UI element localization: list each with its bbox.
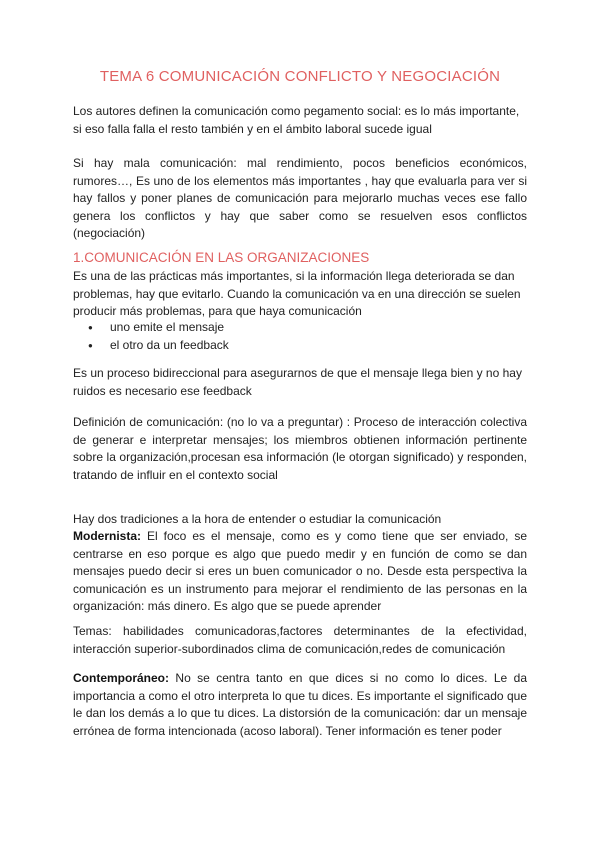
- bullet-list: [73, 319, 229, 354]
- paragraph-tradiciones: Hay dos tradiciones a la hora de entender o estudiar la comunicación: [73, 512, 442, 526]
- paragraph-contemporaneo: [73, 670, 527, 740]
- contemporaneo-label: Contemporáneo:: [73, 671, 169, 685]
- page-title: TEMA 6 COMUNICACIÓN CONFLICTO Y NEGOCIACIÓN: [99, 68, 501, 85]
- paragraph-bidireccional: Es un proceso bidireccional para asegurarnos de que el mensaje llega bien y no hay ruidos es necesario ese feedback: [73, 366, 522, 398]
- paragraph-definicion: Definición de comunicación: (no lo va a preguntar) : Proceso de interacción colectiva de generar e interpretar mensajes; los miembros obtienen información pertinente sobre la organización,procesan esa información (le otorgan significado) y responden, tratando de influir en el contexto social: [73, 415, 527, 482]
- paragraph-temas: Temas: habilidades comunicadoras,factores determinantes de la efectividad, interacción superior-subordinados clima de comunicación,redes de comunicación: [73, 624, 527, 656]
- paragraph-mala-comunicacion: Si hay mala comunicación: mal rendimiento, pocos beneficios económicos, rumores…, Es uno de los elementos más importantes , hay que evaluarla para ver si hay fallos y poner planes de comunicación para mejorarlo muchas veces ese fallo genera los conflictos y hay que saber como se resuelven esos conflictos (negociación): [73, 156, 527, 240]
- section-heading: 1.COMUNICACIÓN EN LAS ORGANIZACIONES: [73, 250, 370, 265]
- modernista-text: El foco es el mensaje, como es y como tiene que ser enviado, se centrarse en eso porque es algo que puedo medir y en función de como se dan mensajes puedo decir si eres un buen comunicador o no. Desde esta perspectiva la comunicación es un instrumento para mejorar el rendimiento de las personas en la organización: más dinero. Es algo que se puede aprender: [73, 529, 527, 613]
- paragraph-modernista: [73, 528, 527, 616]
- modernista-label: Modernista:: [73, 529, 142, 543]
- paragraph-intro: Los autores definen la comunicación como pegamento social: es lo más importante, si eso falla falla el resto también y en el ámbito laboral sucede igual: [73, 104, 520, 136]
- list-item: ● el otro da un feedback: [73, 337, 229, 355]
- list-item: ● uno emite el mensaje: [73, 319, 229, 337]
- contemporaneo-text: No se centra tanto en que dices si no como lo dices. Le da importancia a como el otro interpreta lo que tu dices. Es importante el significado que le dan los demás a lo que tu dices. La distorsión de la comunicación: dar un mensaje errónea de forma intencionada (acoso laboral). Tener información es tener poder: [73, 671, 527, 738]
- paragraph-practicas: Es una de las prácticas más importantes, si la información llega deteriorada se dan problemas, hay que evitarlo. Cuando la comunicación va en una dirección se suelen producir más problemas, para que haya comunicación: [73, 269, 521, 318]
